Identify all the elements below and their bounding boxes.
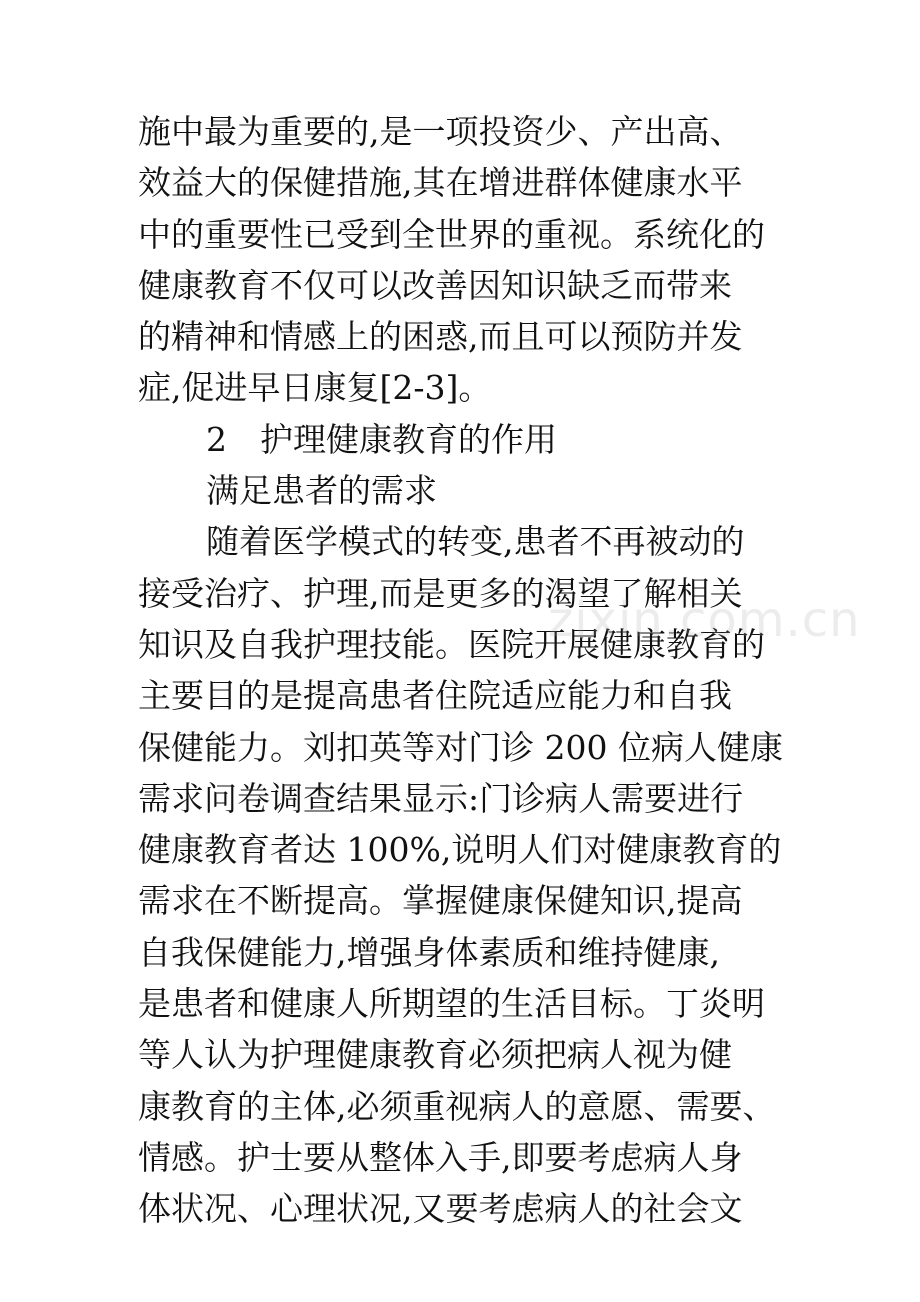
text-line: 自我保健能力,增强身体素质和维持健康, [138,932,720,972]
text-line: 接受治疗、护理,而是更多的渴望了解相关 [138,573,743,613]
watermark: zixin.com.cn [548,592,861,648]
text-line: 症,促进早日康复[2-3]。 [138,368,492,408]
section-heading: 2 护理健康教育的作用 [206,419,557,459]
text-line: 需求问卷调查结果显示:门诊病人需要进行 [138,778,744,818]
text-line: 主要目的是提高患者住院适应能力和自我 [138,676,732,716]
subsection-heading: 满足患者的需求 [206,471,437,511]
text-line: 中的重要性已受到全世界的重视。系统化的 [138,214,765,254]
text-line: 保健能力。刘扣英等对门诊 200 位病人健康 [138,727,783,767]
text-line: 需求在不断提高。掌握健康保健知识,提高 [138,881,743,921]
text-line: 情感。护士要从整体入手,即要考虑病人身 [138,1137,743,1177]
text-line: 健康教育不仅可以改善因知识缺乏而带来 [138,265,732,305]
text-line: 随着医学模式的转变,患者不再被动的 [206,522,745,562]
text-line: 康教育的主体,必须重视病人的意愿、需要、 [138,1086,776,1126]
text-line: 是患者和健康人所期望的生活目标。丁炎明 [138,984,765,1024]
text-line: 体状况、心理状况,又要考虑病人的社会文 [138,1189,743,1229]
text-line: 等人认为护理健康教育必须把病人视为健 [138,1035,732,1075]
text-line: 知识及自我护理技能。医院开展健康教育的 [138,624,765,664]
text-line: 施中最为重要的,是一项投资少、产出高、 [138,112,743,151]
text-line: 的精神和情感上的困惑,而且可以预防并发 [138,317,743,357]
body-text [138,106,818,1235]
text-line: 健康教育者达 100%,说明人们对健康教育的 [138,830,782,870]
text-line: 效益大的保健措施,其在增进群体健康水平 [138,163,743,203]
